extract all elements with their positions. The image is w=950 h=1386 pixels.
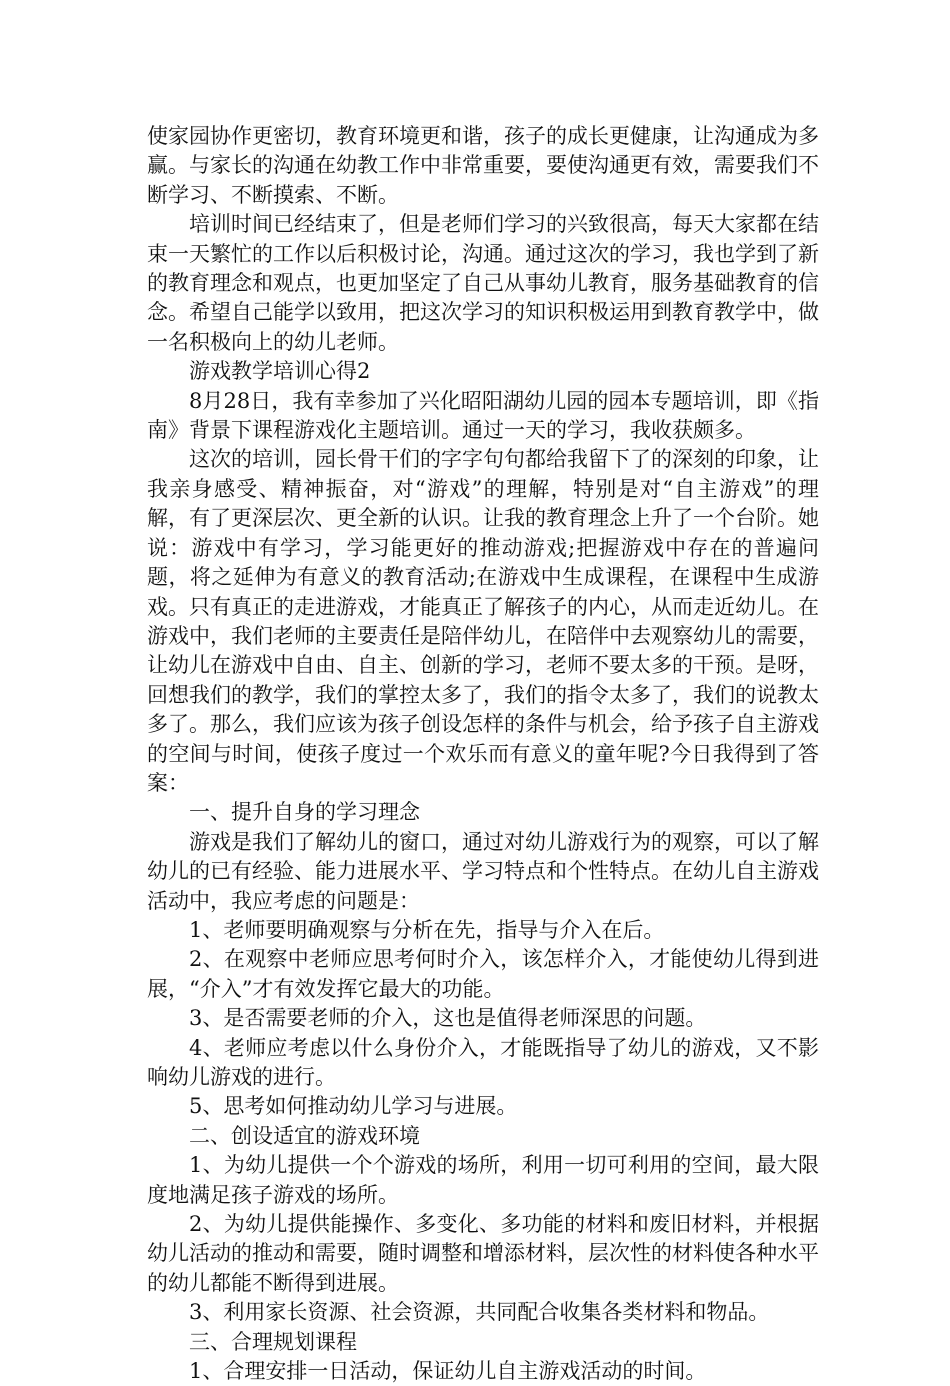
- list-item: 2、为幼儿提供能操作、多变化、多功能的材料和废旧材料，并根据幼儿活动的推动和需要，随时调整和增添材料，层次性的材料使各种水平的幼儿都能不断得到进展。: [147, 1212, 819, 1295]
- list-item: 1、为幼儿提供一个个游戏的场所，利用一切可利用的空间，最大限度地满足孩子游戏的场所。: [147, 1153, 819, 1207]
- paragraph: 游戏是我们了解幼儿的窗口，通过对幼儿游戏行为的观察，可以了解幼儿的已有经验、能力进展水平、学习特点和个性特点。在幼儿自主游戏活动中，我应考虑的问题是：: [147, 829, 819, 913]
- list-item: 1、合理安排一日活动，保证幼儿自主游戏活动的时间。: [189, 1359, 707, 1384]
- list-item: 4、老师应考虑以什么身份介入，才能既指导了幼儿的游戏，又不影响幼儿游戏的进行。: [147, 1035, 819, 1089]
- section-heading: 一、提升自身的学习理念: [189, 800, 420, 825]
- list-item: 3、是否需要老师的介入，这也是值得老师深思的问题。: [189, 1006, 707, 1031]
- list-item: 5、思考如何推动幼儿学习与进展。: [189, 1094, 518, 1119]
- paragraph: 8月28日，我有幸参加了兴化昭阳湖幼儿园的园本专题培训，即《指南》背景下课程游戏化主题培训。通过一天的学习，我收获颇多。: [147, 388, 819, 443]
- list-item: 1、老师要明确观察与分析在先，指导与介入在后。: [189, 917, 665, 942]
- paragraph: 使家园协作更密切，教育环境更和谐，孩子的成长更健康，让沟通成为多赢。与家长的沟通在幼教工作中非常重要，要使沟通更有效，需要我们不断学习、不断摸索、不断。: [147, 124, 819, 207]
- list-item: 2、在观察中老师应思考何时介入，该怎样介入，才能使幼儿得到进展，“介入”才有效发挥它最大的功能。: [147, 947, 819, 1001]
- section-heading: 二、创设适宜的游戏环境: [189, 1123, 420, 1148]
- document-body: [147, 122, 819, 1386]
- paragraph: 培训时间已经结束了，但是老师们学习的兴致很高，每天大家都在结束一天繁忙的工作以后积极讨论，沟通。通过这次的学习，我也学到了新的教育理念和观点，也更加坚定了自己从事幼儿教育，服务基础教育的信念。希望自己能学以致用，把这次学习的知识积极运用到教育教学中，做一名积极向上的幼儿老师。: [147, 212, 819, 354]
- section-heading: 三、合理规划课程: [189, 1329, 357, 1354]
- section-title: 游戏教学培训心得2: [189, 359, 371, 384]
- list-item: 3、利用家长资源、社会资源，共同配合收集各类材料和物品。: [189, 1300, 770, 1325]
- paragraph: 这次的培训，园长骨干们的字字句句都给我留下了的深刻的印象，让我亲身感受、精神振奋，对“游戏”的理解，特别是对“自主游戏”的理解，有了更深层次、更全新的认识。让我的教育理念上升了一个台阶。她说：游戏中有学习，学习能更好的推动游戏;把握游戏中存在的普遍问题，将之延伸为有意义的教育活动;在游戏中生成课程，在课程中生成游戏。只有真正的走进游戏，才能真正了解孩子的内心，从而走近幼儿。在游戏中，我们老师的主要责任是陪伴幼儿，在陪伴中去观察幼儿的需要，让幼儿在游戏中自由、自主、创新的学习，老师不要太多的干预。是呀，回想我们的教学，我们的掌控太多了，我们的指令太多了，我们的说教太多了。那么，我们应该为孩子创设怎样的条件与机会，给予孩子自主游戏的空间与时间，使孩子度过一个欢乐而有意义的童年呢?今日我得到了答案：: [147, 447, 819, 795]
